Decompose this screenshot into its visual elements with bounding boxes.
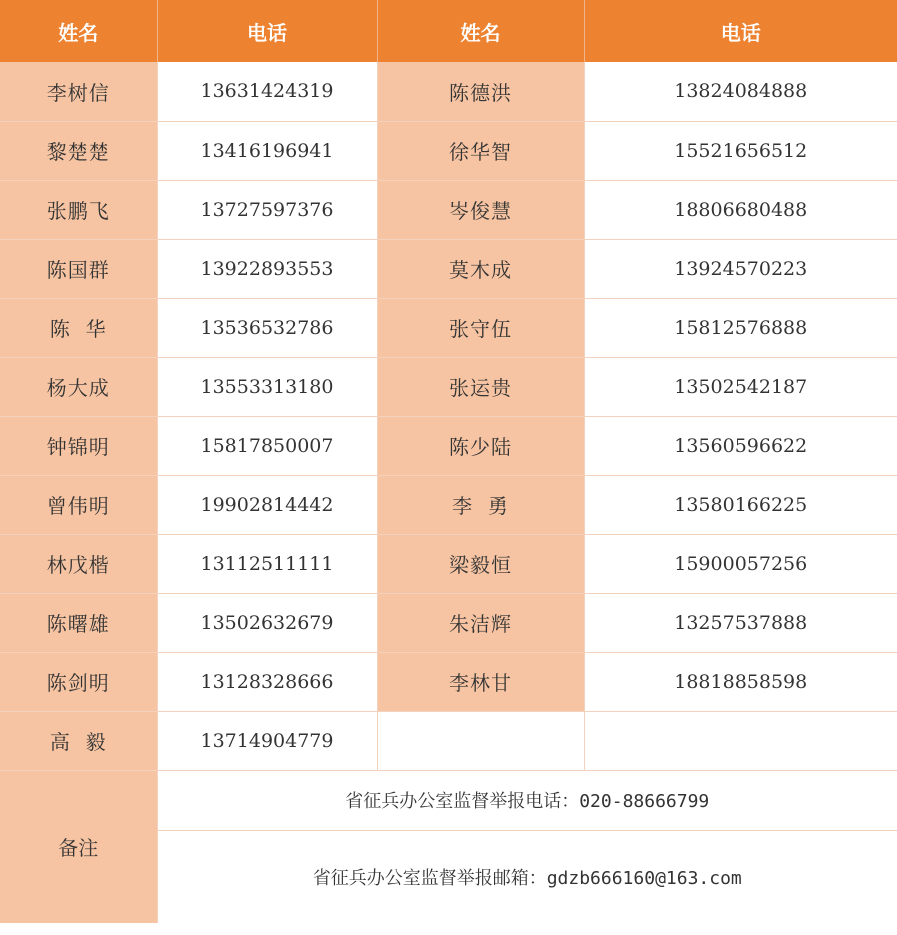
remark-row: [0, 770, 897, 830]
right-name-cell: 莫木成: [377, 239, 584, 298]
left-name-cell: 陈 华: [0, 298, 157, 357]
right-phone-cell: 15521656512: [584, 121, 897, 180]
table-body: [0, 62, 897, 923]
right-name-cell: 张运贵: [377, 357, 584, 416]
table-row: [0, 534, 897, 593]
right-phone-cell: 15900057256: [584, 534, 897, 593]
report-email-text: 省征兵办公室监督举报邮箱：gdzb666160@163.com: [157, 830, 897, 923]
header-row: [0, 0, 897, 62]
right-phone-cell: 13824084888: [584, 62, 897, 121]
right-name-cell: 岑俊慧: [377, 180, 584, 239]
left-name-cell: 高 毅: [0, 711, 157, 770]
right-phone-cell: 13502542187: [584, 357, 897, 416]
left-name-cell: 陈曙雄: [0, 593, 157, 652]
left-phone-cell: 13416196941: [157, 121, 377, 180]
table-row: [0, 357, 897, 416]
right-phone-cell: 18818858598: [584, 652, 897, 711]
table-row: [0, 239, 897, 298]
remark-label: 备注: [0, 770, 157, 923]
left-name-cell: 张鹏飞: [0, 180, 157, 239]
header-name-left: 姓名: [0, 0, 157, 62]
left-phone-cell: 13631424319: [157, 62, 377, 121]
table-row: [0, 62, 897, 121]
right-phone-cell: 18806680488: [584, 180, 897, 239]
right-name-cell: 梁毅恒: [377, 534, 584, 593]
left-name-cell: 林戊楷: [0, 534, 157, 593]
right-name-cell: 徐华智: [377, 121, 584, 180]
right-name-cell: 李林甘: [377, 652, 584, 711]
right-name-cell: 陈德洪: [377, 62, 584, 121]
empty-name-cell: [377, 711, 584, 770]
header-phone-left: 电话: [157, 0, 377, 62]
right-phone-cell: 13560596622: [584, 416, 897, 475]
left-phone-cell: 13553313180: [157, 357, 377, 416]
left-name-cell: 陈剑明: [0, 652, 157, 711]
right-name-cell: 朱洁辉: [377, 593, 584, 652]
left-name-cell: 曾伟明: [0, 475, 157, 534]
left-name-cell: 陈国群: [0, 239, 157, 298]
left-phone-cell: 13128328666: [157, 652, 377, 711]
table-row: [0, 475, 897, 534]
right-phone-cell: 15812576888: [584, 298, 897, 357]
left-name-cell: 杨大成: [0, 357, 157, 416]
right-phone-cell: 13924570223: [584, 239, 897, 298]
left-phone-cell: 13922893553: [157, 239, 377, 298]
table-row: [0, 298, 897, 357]
table-header: [0, 0, 897, 62]
right-name-cell: 张守伍: [377, 298, 584, 357]
header-name-right: 姓名: [377, 0, 584, 62]
left-phone-cell: 13714904779: [157, 711, 377, 770]
table-row: [0, 652, 897, 711]
table-row: [0, 593, 897, 652]
left-name-cell: 黎楚楚: [0, 121, 157, 180]
right-name-cell: 李 勇: [377, 475, 584, 534]
left-phone-cell: 13727597376: [157, 180, 377, 239]
left-phone-cell: 15817850007: [157, 416, 377, 475]
left-name-cell: 钟锦明: [0, 416, 157, 475]
table-row: [0, 416, 897, 475]
report-phone-text: 省征兵办公室监督举报电话：020-88666799: [157, 770, 897, 830]
table-row: [0, 121, 897, 180]
empty-phone-cell: [584, 711, 897, 770]
table-row: [0, 711, 897, 770]
left-phone-cell: 13502632679: [157, 593, 377, 652]
left-name-cell: 李树信: [0, 62, 157, 121]
left-phone-cell: 13112511111: [157, 534, 377, 593]
left-phone-cell: 19902814442: [157, 475, 377, 534]
right-phone-cell: 13257537888: [584, 593, 897, 652]
right-phone-cell: 13580166225: [584, 475, 897, 534]
header-phone-right: 电话: [584, 0, 897, 62]
table-row: [0, 180, 897, 239]
left-phone-cell: 13536532786: [157, 298, 377, 357]
right-name-cell: 陈少陆: [377, 416, 584, 475]
